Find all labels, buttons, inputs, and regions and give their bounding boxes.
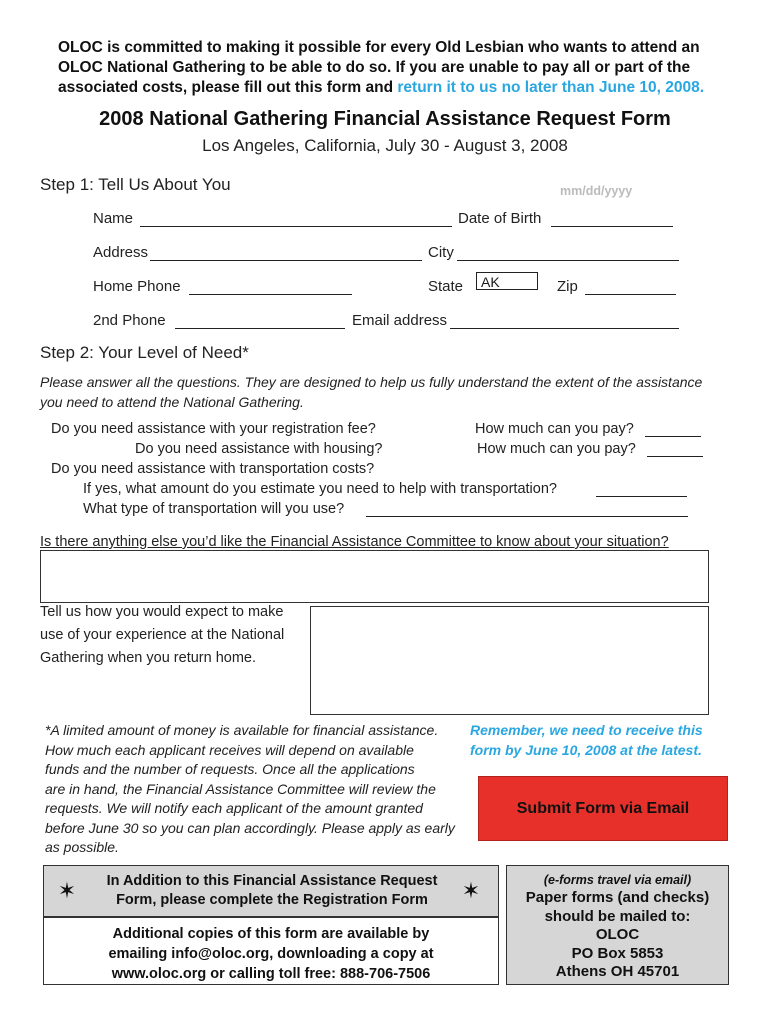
experience-line-3: Gathering when you return home. xyxy=(40,650,257,666)
footnote-line-3: funds and the number of requests. Once all the applications xyxy=(45,761,415,777)
state-label: State xyxy=(428,278,464,295)
mail-panel xyxy=(506,865,729,985)
address-field[interactable] xyxy=(150,260,422,261)
transport-type-field[interactable] xyxy=(366,516,688,517)
transport-amount-field[interactable] xyxy=(596,496,687,497)
star-icon: ✶ xyxy=(57,878,77,903)
phone2-label: 2nd Phone xyxy=(93,312,166,329)
mail-address xyxy=(507,889,728,982)
email-field[interactable] xyxy=(450,328,679,329)
step2-instructions xyxy=(40,372,740,412)
q-anything-else: Is there anything else you’d like the Financial Assistance Committee to know about your situation? xyxy=(40,534,669,550)
star-icon: ✶ xyxy=(461,878,481,903)
anything-else-textarea[interactable] xyxy=(40,550,709,603)
pay-registration-field[interactable] xyxy=(645,436,701,437)
copies-line-1: Additional copies of this form are available by xyxy=(112,926,430,942)
mail-line-1: Paper forms (and checks) xyxy=(525,889,710,906)
phone2-field[interactable] xyxy=(175,328,345,329)
footnote-line-7: as possible. xyxy=(45,839,119,855)
date-format-hint: mm/dd/yyyy xyxy=(560,184,633,198)
mail-line-5: Athens OH 45701 xyxy=(555,963,680,980)
form-subtitle: Los Angeles, California, July 30 - August 3, 2008 xyxy=(202,136,568,155)
reminder-line-2: form by June 10, 2008 at the latest. xyxy=(470,741,702,758)
experience-line-2: use of your experience at the National xyxy=(40,627,285,643)
city-label: City xyxy=(428,244,454,261)
name-field[interactable] xyxy=(140,226,452,227)
q-housing: Do you need assistance with housing? xyxy=(135,441,383,457)
intro-line-2: OLOC National Gathering to be able to do so. If you are unable to pay all or part of the xyxy=(58,59,691,76)
step2-heading: Step 2: Your Level of Need* xyxy=(40,343,249,362)
footnote-line-6: before June 30 so you can plan accordingly. Please apply as early xyxy=(45,819,455,836)
dob-label: Date of Birth xyxy=(458,210,542,227)
experience-textarea[interactable] xyxy=(310,606,709,715)
q-experience xyxy=(40,601,284,670)
copies-line-3: www.oloc.org or calling toll free: 888-706-7506 xyxy=(111,966,431,982)
zip-field[interactable] xyxy=(585,294,676,295)
footnote-line-5: requests. We will notify each applicant of the amount granted xyxy=(45,800,423,816)
copies-text xyxy=(44,924,498,984)
name-label: Name xyxy=(93,210,134,227)
home-phone-field[interactable] xyxy=(189,294,352,295)
q-transport-type: What type of transportation will you use? xyxy=(83,501,345,517)
pay-housing-field[interactable] xyxy=(647,456,703,457)
registration-line-2: Form, please complete the Registration Form xyxy=(116,892,428,908)
email-label: Email address xyxy=(352,312,448,329)
deadline-highlight: return it to us no later than June 10, 2008. xyxy=(397,79,705,96)
footnote-line-4: are in hand, the Financial Assistance Committee will review the xyxy=(45,780,436,797)
q-transport-amount: If yes, what amount do you estimate you need to help with transportation? xyxy=(83,481,557,497)
instructions-line-2: you need to attend the National Gathering. xyxy=(40,394,304,410)
mail-line-4: PO Box 5853 xyxy=(571,944,664,962)
footnote-line-1: *A limited amount of money is available for financial assistance. xyxy=(45,722,439,738)
dob-field[interactable] xyxy=(551,226,673,227)
experience-line-1: Tell us how you would expect to make xyxy=(40,604,284,620)
form-title: 2008 National Gathering Financial Assistance Request Form xyxy=(99,108,671,130)
q-transport: Do you need assistance with transportation costs? xyxy=(51,461,375,477)
submit-email-button[interactable]: Submit Form via Email xyxy=(478,776,728,841)
eforms-note: (e-forms travel via email) xyxy=(543,873,692,887)
intro-line-3 xyxy=(58,78,738,98)
copies-line-2: emailing info@oloc.org, downloading a copy at xyxy=(108,946,434,962)
zip-label: Zip xyxy=(557,278,578,295)
registration-panel xyxy=(43,865,499,917)
state-select[interactable]: AK xyxy=(476,272,538,290)
q-registration: Do you need assistance with your registration fee? xyxy=(51,421,376,437)
registration-text xyxy=(84,872,460,910)
step1-heading: Step 1: Tell Us About You xyxy=(40,175,231,194)
intro-line-3-text: associated costs, please fill out this form and xyxy=(58,79,398,96)
reminder-line-1: Remember, we need to receive this xyxy=(470,722,703,738)
footnote-line-2: How much each applicant receives will depend on available xyxy=(45,741,414,758)
q-pay-housing: How much can you pay? xyxy=(477,441,636,457)
home-phone-label: Home Phone xyxy=(93,278,181,295)
address-label: Address xyxy=(93,244,149,261)
deadline-reminder xyxy=(470,721,730,760)
financial-footnote xyxy=(45,721,475,858)
city-field[interactable] xyxy=(457,260,679,261)
intro-paragraph xyxy=(58,38,738,98)
mail-line-3: OLOC xyxy=(595,926,640,943)
q-pay-registration: How much can you pay? xyxy=(475,421,634,437)
registration-line-1: In Addition to this Financial Assistance Request xyxy=(106,873,438,889)
instructions-line-1: Please answer all the questions. They are designed to help us fully understand the extent of the assistance xyxy=(40,374,703,390)
intro-line-1: OLOC is committed to making it possible for every Old Lesbian who wants to attend an xyxy=(58,39,700,56)
copies-panel xyxy=(43,917,499,985)
mail-line-2: should be mailed to: xyxy=(544,907,691,925)
